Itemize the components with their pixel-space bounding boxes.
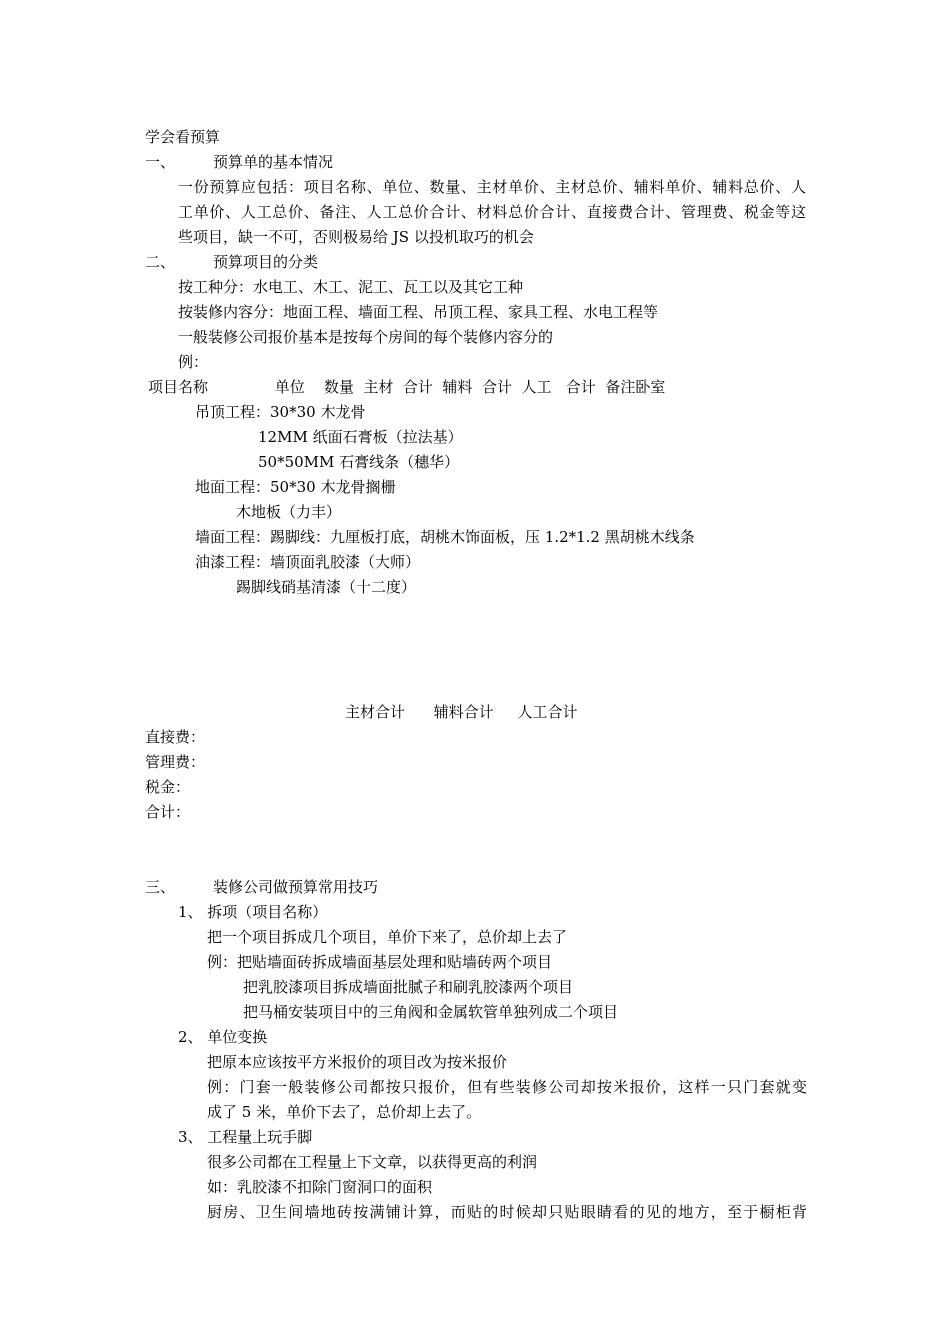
total-label: 合计：	[145, 803, 191, 821]
section-3-number: 三、	[145, 878, 176, 896]
section-2-line-2: 按装修内容分：地面工程、墙面工程、吊顶工程、家具工程、水电工程等	[178, 303, 659, 321]
tip-3-line-3: 厨房、卫生间墙地砖按满铺计算，而贴的时候却只贴眼睛看的见的地方，至于橱柜背	[207, 1203, 807, 1221]
tip-1-line-1: 把一个项目拆成几个项目，单价下来了，总价却上去了	[207, 928, 568, 946]
example-line-paint: 油漆工程：墙顶面乳胶漆（大师）	[195, 553, 421, 571]
tip-3-title: 3、 工程量上玩手脚	[178, 1128, 313, 1146]
example-line-gypsum-molding: 50*50MM 石膏线条（穗华）	[258, 453, 460, 471]
section-1-paragraph-line-1: 一份预算应包括：项目名称、单位、数量、主材单价、主材总价、辅料单价、辅料总价、人	[178, 178, 806, 196]
tip-2-title: 2、 单位变换	[178, 1028, 268, 1046]
management-fee-label: 管理费：	[145, 753, 206, 771]
section-1-paragraph-line-2: 工单价、人工总价、备注、人工总价合计、材料总价合计、直接费合计、管理费、税金等这	[178, 203, 806, 221]
section-2-number: 二、	[145, 253, 176, 271]
example-line-wall: 墙面工程：踢脚线：九厘板打底，胡桃木饰面板，压 1.2*1.2 黑胡桃木线条	[195, 528, 695, 546]
tip-1-line-4: 把马桶安装项目中的三角阀和金属软管单独列成二个项目	[243, 1003, 619, 1021]
section-2-line-1: 按工种分：水电工、木工、泥工、瓦工以及其它工种	[178, 278, 524, 296]
example-line-varnish: 踢脚线硝基清漆（十二度）	[236, 578, 417, 596]
example-line-wood-floor: 木地板（力丰）	[236, 503, 342, 521]
doc-title: 学会看预算	[145, 128, 221, 146]
totals-header: 主材合计 辅料合计 人工合计	[345, 703, 578, 721]
section-1-title: 预算单的基本情况	[213, 153, 334, 171]
tax-label: 税金：	[145, 778, 191, 796]
direct-fee-label: 直接费：	[145, 728, 206, 746]
tip-2-line-1: 把原本应该按平方米报价的项目改为按米报价	[207, 1053, 508, 1071]
section-3-title: 装修公司做预算常用技巧	[213, 878, 379, 896]
section-1-paragraph-line-3: 些项目，缺一不可，否则极易给 JS 以投机取巧的机会	[178, 228, 534, 246]
tip-1-title: 1、 拆项（项目名称）	[178, 903, 328, 921]
tip-3-line-2: 如：乳胶漆不扣除门窗洞口的面积	[207, 1178, 433, 1196]
example-line-gypsum-board: 12MM 纸面石膏板（拉法基）	[258, 428, 463, 446]
section-2-title: 预算项目的分类	[213, 253, 319, 271]
tip-1-line-3: 把乳胶漆项目拆成墙面批腻子和刷乳胶漆两个项目	[243, 978, 574, 996]
example-line-floor: 地面工程：50*30 木龙骨搁栅	[195, 478, 396, 496]
example-line-ceiling: 吊顶工程：30*30 木龙骨	[195, 403, 366, 421]
section-2-example-label: 例：	[178, 353, 209, 371]
tip-2-line-2: 例：门套一般装修公司都按只报价，但有些装修公司却按米报价，这样一只门套就变	[207, 1078, 807, 1096]
section-2-line-3: 一般装修公司报价基本是按每个房间的每个装修内容分的	[178, 328, 554, 346]
section-1-number: 一、	[145, 153, 176, 171]
tip-1-line-2: 例：把贴墙面砖拆成墙面基层处理和贴墙砖两个项目	[207, 953, 553, 971]
example-table-header: 项目名称 单位 数量 主材 合计 辅料 合计 人工 合计 备注卧室	[148, 378, 666, 396]
tip-2-line-3: 成了 5 米，单价下去了，总价却上去了。	[207, 1103, 482, 1121]
tip-3-line-1: 很多公司都在工程量上下文章，以获得更高的利润	[207, 1153, 538, 1171]
